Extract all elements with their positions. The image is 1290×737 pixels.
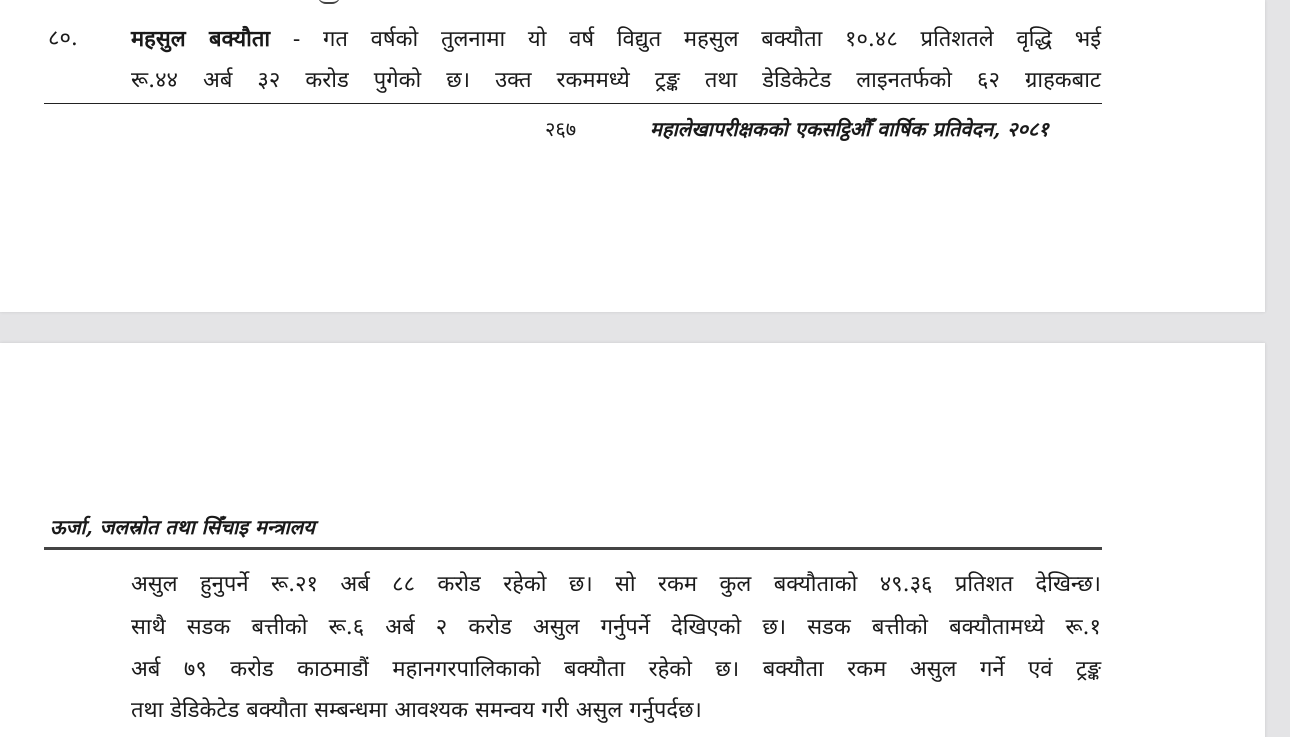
paragraph-heading: महसुल बक्यौता [131, 26, 271, 52]
footer-page-number: २६७ [545, 117, 577, 141]
ministry-header-title: ऊर्जा, जलस्रोत तथा सिँचाइ मन्त्रालय [50, 515, 315, 539]
document-page-bottom [0, 343, 1265, 737]
header-rule [44, 547, 1102, 550]
paragraph-line-1 [131, 24, 1101, 55]
body-line-1: असुल हुनुपर्ने रू.२१ अर्ब ८८ करोड रहेको छ। सो रकम कुल बक्यौताको ४९.३६ प्रतिशत देखिन्छ। [131, 572, 1101, 597]
body-line-4: तथा डेडिकेटेड बक्यौता सम्बन्धमा आवश्यक समन्वय गरी असुल गर्नुपर्दछ। [131, 698, 702, 723]
footer-rule [44, 103, 1102, 104]
paragraph-line-2: रू.४४ अर्ब ३२ करोड पुगेको छ। उक्त रकममध्ये ट्रङ्क तथा डेडिकेटेड लाइनतर्फको ६२ ग्राहकबाट [131, 68, 1101, 93]
document-page-top [0, 0, 1265, 312]
cut-off-text-fragment [318, 0, 340, 4]
body-line-2: साथै सडक बत्तीको रू.६ अर्ब २ करोड असुल गर्नुपर्ने देखिएको छ। सडक बत्तीको बक्यौतामध्ये रू.१ [131, 615, 1101, 640]
footer-report-title: महालेखापरीक्षकको एकसट्ठिऔँ वार्षिक प्रतिवेदन, २०८१ [650, 117, 1049, 141]
body-line-3: अर्ब ७९ करोड काठमाडौं महानगरपालिकाको बक्यौता रहेको छ। बक्यौता रकम असुल गर्ने एवं ट्रङ्क [131, 657, 1101, 682]
paragraph-number: ८०. [48, 26, 78, 51]
paragraph-line-1-text: - गत वर्षको तुलनामा यो वर्ष विद्युत महसुल बक्यौता १०.४८ प्रतिशतले वृद्धि भई [270, 27, 1101, 52]
